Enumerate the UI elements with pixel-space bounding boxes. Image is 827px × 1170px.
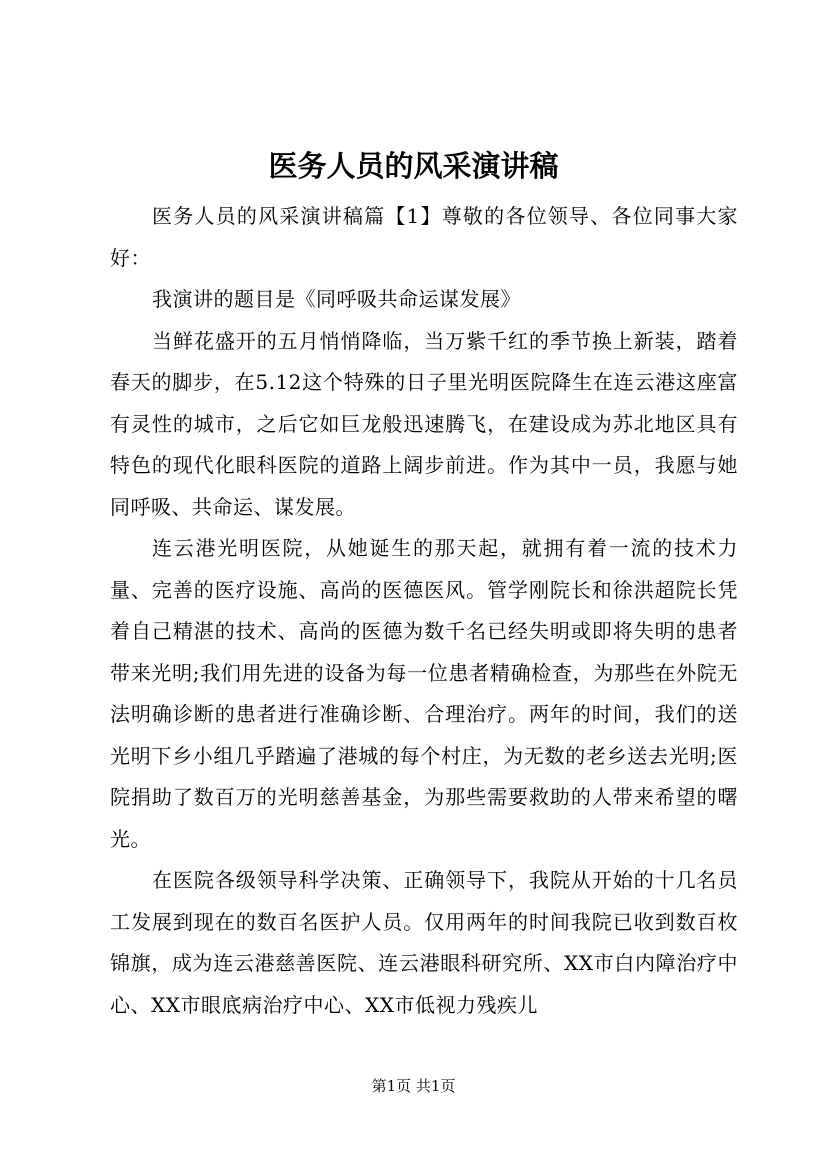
- document-body: [110, 196, 738, 1026]
- paragraph-topic: 我演讲的题目是《同呼吸共命运谋发展》: [152, 287, 521, 311]
- paragraph-hospital-birth: 当鲜花盛开的五月悄悄降临，当万紫千红的季节换上新装，踏着春天的脚步，在5.12这个特殊的日子里光明医院降生在连云港这座富有灵性的城市，之后它如巨龙般迅速腾飞，在建设成为苏北地区具有特色的现代化眼科医院的道路上阔步前进。作为其中一员，我愿与她同呼吸、共命运、谋发展。: [110, 328, 738, 519]
- paragraph-hospital-growth: 在医院各级领导科学决策、正确领导下，我院从开始的十几名员工发展到现在的数百名医护人员。仅用两年的时间我院已收到数百枚锦旗，成为连云港慈善医院、连云港眼科研究所、XX市白内障治疗中心、XX市眼底病治疗中心、XX市低视力残疾儿: [110, 868, 738, 1017]
- paragraph-greeting: 医务人员的风采演讲稿篇【1】尊敬的各位领导、各位同事大家好：: [110, 204, 738, 270]
- document-title: 医务人员的风采演讲稿: [268, 149, 559, 183]
- page-footer: 第1页 共1页: [371, 1077, 456, 1095]
- paragraph-hospital-strength: 连云港光明医院，从她诞生的那天起，就拥有着一流的技术力量、完善的医疗设施、高尚的医德医风。管学刚院长和徐洪超院长凭着自己精湛的技术、高尚的医德为数千名已经失明或即将失明的患者带来光明;我们用先进的设备为每一位患者精确检查，为那些在外院无法明确诊断的患者进行准确诊断、合理治疗。两年的时间，我们的送光明下乡小组几乎踏遍了港城的每个村庄，为无数的老乡送去光明;医院捐助了数百万的光明慈善基金，为那些需要救助的人带来希望的曙光。: [110, 536, 738, 851]
